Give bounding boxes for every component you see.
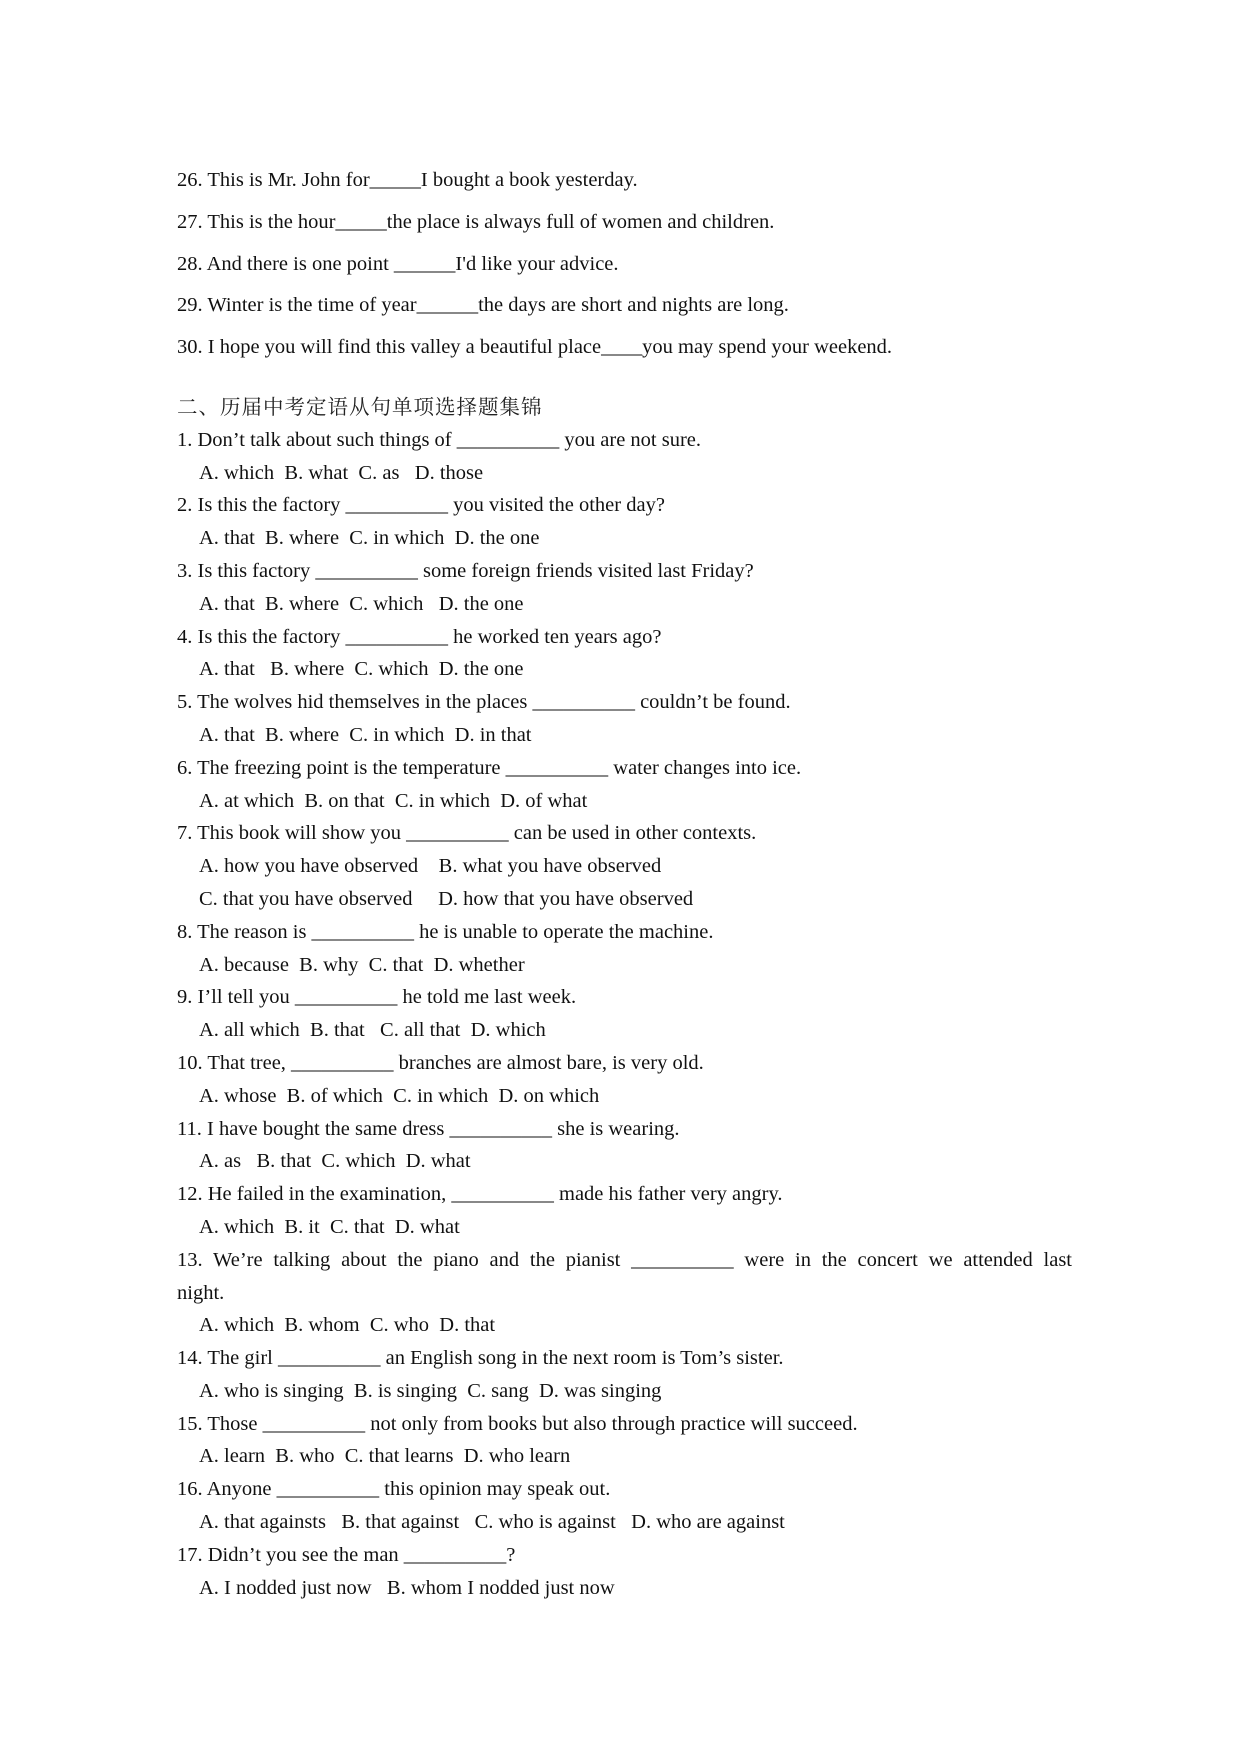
question-6: 6. The freezing point is the temperature __________ water changes into ice. [177,756,802,779]
options-8: A. because B. why C. that D. whether [199,953,525,976]
options-4: A. that B. where C. which D. the one [199,658,524,681]
question-3: 3. Is this factory __________ some foreign friends visited last Friday? [177,559,754,582]
options-12: A. which B. it C. that D. what [199,1215,460,1238]
section-heading: 二、历届中考定语从句单项选择题集锦 [177,394,543,419]
options-9: A. all which B. that C. all that D. which [199,1019,546,1042]
options-2: A. that B. where C. in which D. the one [199,527,540,550]
question-15: 15. Those __________ not only from books but also through practice will succeed. [177,1412,858,1435]
options-3: A. that B. where C. which D. the one [199,592,524,615]
options-15: A. learn B. who C. that learns D. who learn [199,1445,571,1468]
question-4: 4. Is this the factory __________ he worked ten years ago? [177,625,662,648]
document-page [177,160,1072,1604]
options-13: A. which B. whom C. who D. that [199,1314,496,1337]
options-6: A. at which B. on that C. in which D. of what [199,789,588,812]
options-10: A. whose B. of which C. in which D. on which [199,1084,600,1107]
question-14: 14. The girl __________ an English song in the next room is Tom’s sister. [177,1347,784,1370]
question-17: 17. Didn’t you see the man __________? [177,1543,516,1566]
question-30: 30. I hope you will find this valley a beautiful place____you may spend your weekend. [177,336,893,359]
question-9: 9. I’ll tell you __________ he told me last week. [177,986,577,1009]
options-16: A. that againsts B. that against C. who is against D. who are against [199,1511,785,1534]
question-28: 28. And there is one point ______I'd like your advice. [177,252,619,275]
multiple-choice-questions [177,424,1072,1605]
options-1: A. which B. what C. as D. those [199,461,484,484]
question-16: 16. Anyone __________ this opinion may speak out. [177,1478,611,1501]
question-13: 13. We’re talking about the piano and the pianist __________ were in the concert we attended last [177,1248,1072,1271]
question-10: 10. That tree, __________ branches are almost bare, is very old. [177,1051,704,1074]
options-5: A. that B. where C. in which D. in that [199,723,532,746]
question-12: 12. He failed in the examination, __________ made his father very angry. [177,1183,783,1206]
question-1: 1. Don’t talk about such things of __________ you are not sure. [177,428,702,451]
question-2: 2. Is this the factory __________ you visited the other day? [177,494,665,517]
options-11: A. as B. that C. which D. what [199,1150,471,1173]
question-7: 7. This book will show you __________ can be used in other contexts. [177,822,757,845]
options-7-cd: C. that you have observed D. how that you have observed [199,887,694,910]
question-11: 11. I have bought the same dress __________ she is wearing. [177,1117,680,1140]
options-17: A. I nodded just now B. whom I nodded just now [199,1576,615,1599]
question-26: 26. This is Mr. John for_____I bought a book yesterday. [177,169,638,191]
fill-in-questions [177,160,1072,369]
options-14: A. who is singing B. is singing C. sang D. was singing [199,1379,662,1402]
question-8: 8. The reason is __________ he is unable to operate the machine. [177,920,714,943]
options-7-ab: A. how you have observed B. what you have observed [199,855,662,878]
question-5: 5. The wolves hid themselves in the places __________ couldn’t be found. [177,691,791,714]
question-29: 29. Winter is the time of year______the days are short and nights are long. [177,294,789,317]
question-27: 27. This is the hour_____the place is always full of women and children. [177,210,775,233]
question-13-continued: night. [177,1281,225,1304]
